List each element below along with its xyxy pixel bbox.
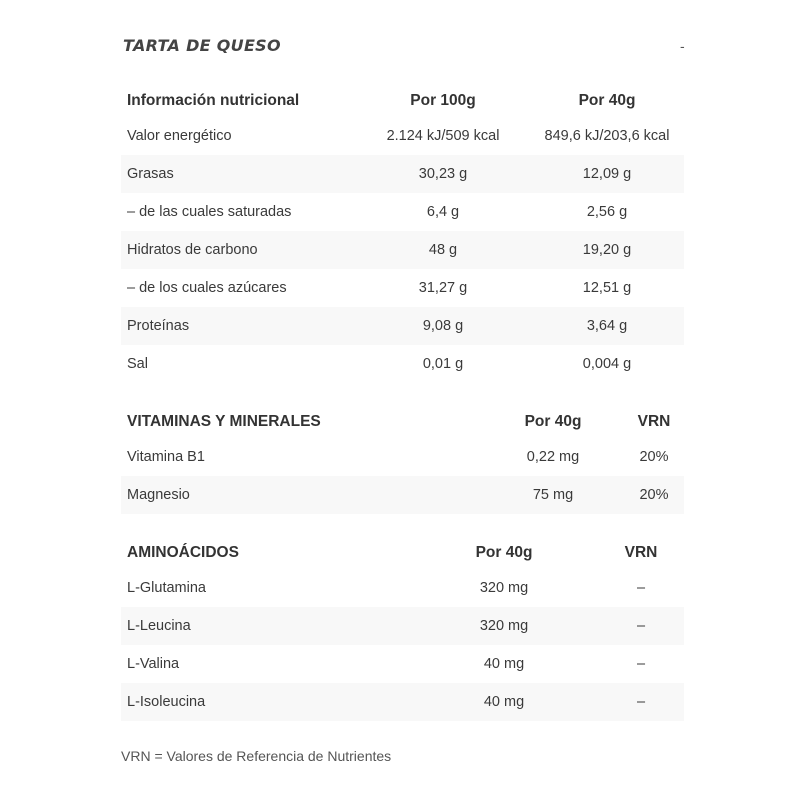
nutrient-per100: 31,27 g [418, 280, 468, 296]
nutrient-per100: 2.124 kJ/509 kcal [386, 128, 500, 144]
nutrition-table [121, 84, 684, 383]
vitamins-header-per40: Por 40g [524, 412, 582, 430]
nutrient-per40: 2,56 g [586, 204, 628, 220]
vitamin-name: Vitamina B1 [127, 449, 205, 465]
amino-vrn: – [636, 618, 646, 634]
nutrition-header-row [121, 84, 684, 117]
amino-vrn: – [636, 656, 646, 672]
nutrition-header-per40: Por 40g [578, 91, 636, 109]
nutrient-name: Proteínas [127, 318, 190, 334]
nutrition-header-per100: Por 100g [410, 91, 476, 109]
amino-per40: 40 mg [483, 694, 525, 710]
amino-table [121, 536, 684, 721]
table-row [121, 117, 684, 155]
table-row [121, 231, 684, 269]
vitamin-per40: 75 mg [532, 487, 574, 503]
title-dash: - [680, 38, 685, 54]
amino-name: L-Valina [127, 656, 180, 672]
amino-name: L-Leucina [127, 618, 191, 634]
table-row [121, 155, 684, 193]
table-row [121, 307, 684, 345]
nutrient-per40: 12,51 g [582, 280, 632, 296]
amino-vrn: – [636, 694, 646, 710]
table-row [121, 193, 684, 231]
table-row [121, 476, 684, 514]
vitamins-header-row [121, 405, 684, 438]
amino-per40: 40 mg [483, 656, 525, 672]
table-row [121, 345, 684, 383]
nutrient-per40: 3,64 g [586, 318, 628, 334]
nutrient-name: – de los cuales azúcares [127, 280, 287, 296]
table-row [121, 683, 684, 721]
vitamins-table [121, 405, 684, 514]
page-title: TARTA DE QUESO [123, 36, 281, 55]
vitamin-per40: 0,22 mg [526, 449, 580, 465]
nutrient-per100: 0,01 g [422, 356, 464, 372]
nutrient-per100: 9,08 g [422, 318, 464, 334]
vitamins-header-vrn: VRN [637, 412, 671, 430]
nutrient-name: Sal [127, 356, 148, 372]
nutrition-header-label: Información nutricional [127, 91, 300, 109]
table-row [121, 607, 684, 645]
nutrient-name: – de las cuales saturadas [127, 204, 292, 220]
amino-per40: 320 mg [479, 618, 529, 634]
nutrient-per100: 48 g [428, 242, 458, 258]
amino-header-vrn: VRN [624, 543, 658, 561]
amino-name: L-Glutamina [127, 580, 206, 596]
vitamins-header-label: VITAMINAS Y MINERALES [127, 412, 321, 430]
nutrient-per100: 6,4 g [426, 204, 460, 220]
table-row [121, 645, 684, 683]
vitamin-vrn: 20% [639, 487, 669, 503]
table-row [121, 569, 684, 607]
table-row [121, 269, 684, 307]
nutrient-name: Hidratos de carbono [127, 242, 258, 258]
nutrient-name: Valor energético [127, 128, 232, 144]
nutrient-per40: 0,004 g [582, 356, 632, 372]
vitamin-vrn: 20% [639, 449, 669, 465]
amino-per40: 320 mg [479, 580, 529, 596]
vitamin-name: Magnesio [127, 487, 190, 503]
nutrient-per40: 12,09 g [582, 166, 632, 182]
nutrient-name: Grasas [127, 166, 174, 182]
amino-header-label: AMINOÁCIDOS [127, 543, 239, 561]
nutrient-per40: 849,6 kJ/203,6 kcal [544, 128, 670, 144]
amino-header-row [121, 536, 684, 569]
vrn-footnote: VRN = Valores de Referencia de Nutrientes [121, 748, 392, 764]
nutrient-per40: 19,20 g [582, 242, 632, 258]
table-row [121, 438, 684, 476]
nutrient-per100: 30,23 g [418, 166, 468, 182]
amino-name: L-Isoleucina [127, 694, 206, 710]
amino-header-per40: Por 40g [475, 543, 533, 561]
amino-vrn: – [636, 580, 646, 596]
